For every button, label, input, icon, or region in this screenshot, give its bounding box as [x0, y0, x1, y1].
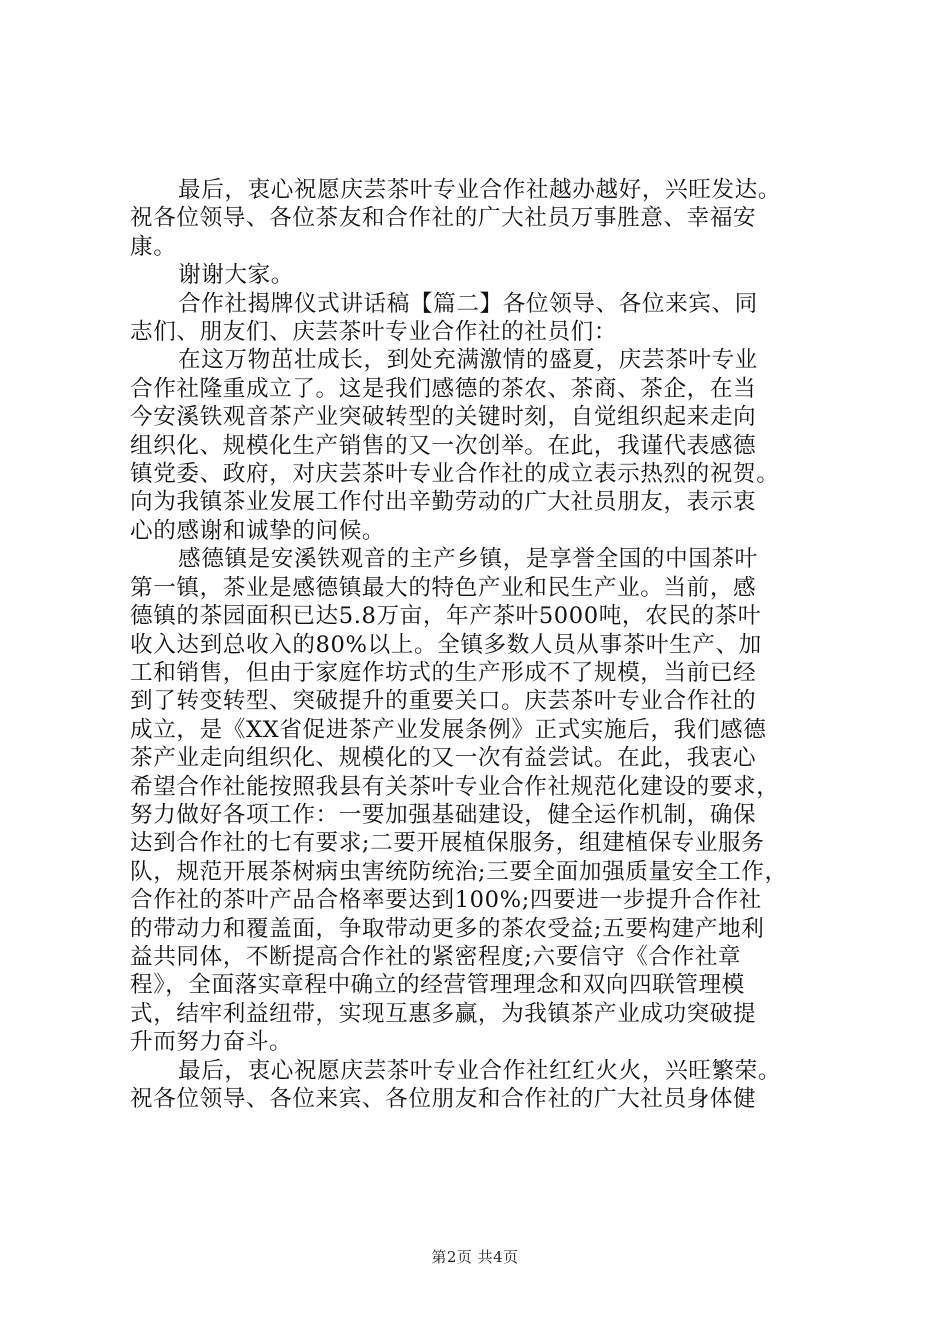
text-line: 努力做好各项工作：一要加强基础建设，健全运作机制，确保: [130, 801, 757, 828]
text-line: 程》，全面落实章程中确立的经营管理理念和双向四联管理模: [130, 972, 745, 999]
text-line: 组织化、规模化生产销售的又一次创举。在此，我谨代表感德: [130, 432, 757, 459]
paragraph-thanks: [130, 261, 830, 289]
text-line: 工和销售，但由于家庭作坊式的生产形成不了规模，当前已经: [130, 659, 757, 686]
paragraph-final-wishes: [130, 1057, 830, 1114]
paragraph-town-overview: [130, 545, 830, 1056]
text-line: 在这万物茁壮成长，到处充满激情的盛夏，庆芸茶叶专业: [178, 347, 758, 374]
text-line: 祝各位领导、各位来宾、各位朋友和合作社的广大社员身体健: [130, 1086, 757, 1112]
text-line: 益共同体，不断提高合作社的紧密程度;六要信守《合作社章: [130, 943, 742, 970]
paragraph-section-heading: [130, 290, 830, 347]
text-line: 德镇的茶园面积已达5.8万亩，年产茶叶5000吨，农民的茶叶: [130, 603, 762, 630]
text-line: 志们、朋友们、庆芸茶叶专业合作社的社员们：: [130, 319, 618, 346]
text-line: 收入达到总收入的80%以上。全镇多数人员从事茶叶生产、加: [130, 631, 762, 658]
text-line: 祝各位领导、各位茶友和合作社的广大社员万事胜意、幸福安: [130, 205, 757, 232]
text-line: 达到合作社的七有要求;二要开展植保服务，组建植保专业服务: [130, 830, 765, 857]
text-line: 谢谢大家。: [178, 262, 294, 289]
text-line: 镇党委、政府，对庆芸茶叶专业合作社的成立表示热烈的祝贺。: [130, 461, 780, 488]
text-line: 今安溪铁观音茶产业突破转型的关键时刻，自觉组织起来走向: [130, 404, 757, 431]
text-line: 茶产业走向组织化、规模化的又一次有益尝试。在此，我衷心: [130, 745, 757, 772]
text-line: 合作社隆重成立了。这是我们感德的茶农、茶商、茶企，在当: [130, 375, 757, 402]
text-line: 到了转变转型、突破提升的重要关口。庆芸茶叶专业合作社的: [130, 688, 757, 715]
text-line: 成立，是《XX省促进茶产业发展条例》正式实施后，我们感德: [130, 716, 767, 743]
paragraph-founding: [130, 346, 830, 545]
text-line: 感德镇是安溪铁观音的主产乡镇，是享誉全国的中国茶叶: [178, 546, 758, 573]
text-line: 合作社的茶叶产品合格率要达到100%;四要进一步提升合作社: [130, 887, 762, 914]
text-line: 合作社揭牌仪式讲话稿【篇二】各位领导、各位来宾、同: [178, 290, 758, 317]
text-line: 康。: [130, 233, 177, 260]
text-line: 队，规范开展茶树病虫害统防统治;三要全面加强质量安全工作，: [130, 858, 788, 885]
text-line: 第一镇，茶业是感德镇最大的特色产业和民生产业。当前，感: [130, 574, 757, 601]
text-line: 向为我镇茶业发展工作付出辛勤劳动的广大社员朋友，表示衷: [130, 489, 757, 516]
text-line: 的带动力和覆盖面，争取带动更多的茶农受益;五要构建产地利: [130, 915, 765, 942]
text-line: 最后，衷心祝愿庆芸茶叶专业合作社越办越好，兴旺发达。: [178, 177, 782, 203]
text-line: 式，结牢利益纽带，实现互惠多赢，为我镇茶产业成功突破提: [130, 1000, 757, 1027]
text-line: 希望合作社能按照我县有关茶叶专业合作社规范化建设的要求，: [130, 773, 780, 800]
text-line: 最后，衷心祝愿庆芸茶叶专业合作社红红火火，兴旺繁荣。: [178, 1057, 782, 1084]
text-line: 升而努力奋斗。: [130, 1029, 293, 1056]
page-number-footer: 第2页 共4页: [431, 1248, 519, 1266]
text-line: 心的感谢和诚挚的问候。: [130, 517, 386, 544]
paragraph-closing-wishes: [130, 176, 830, 261]
document-body: [130, 176, 830, 1113]
